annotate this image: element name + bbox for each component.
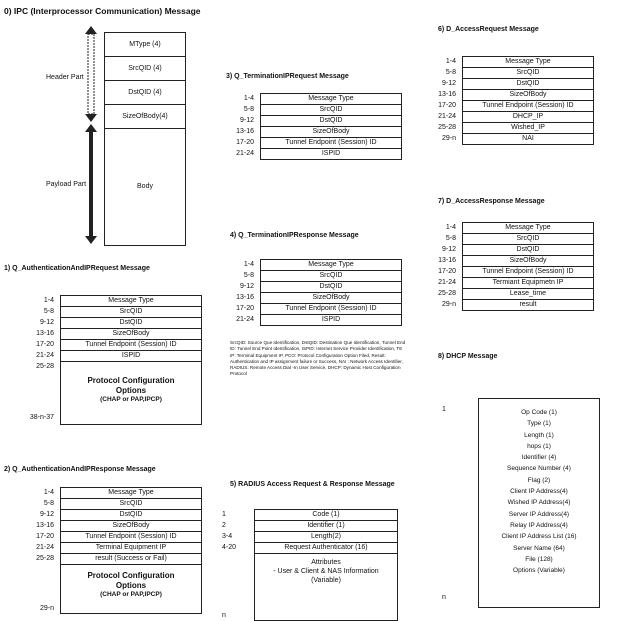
field-cell: result (Success or Fail) [61,554,202,565]
table-row [214,510,398,521]
offset-cell: 5-8 [43,308,54,315]
offset-cell: 13-16 [236,128,254,135]
table-row [4,565,202,614]
offset-cell: 9-12 [39,319,54,326]
field-cell: Message Type [61,488,202,499]
table-row [214,260,402,271]
field-cell: Code (1) [255,510,398,521]
table-row [214,94,402,105]
table-row [214,105,402,116]
table-row [4,521,202,532]
table-row [426,223,594,234]
field-cell: DstQID [463,245,594,256]
table-row [214,532,398,543]
attributes-block [255,554,398,621]
offset-cell: 9-12 [239,117,254,124]
table-row [4,340,202,351]
field-cell: SizeOfBody [61,521,202,532]
offset-cell: 1-4 [243,261,254,268]
table-row [4,554,202,565]
table-row [426,134,594,145]
offset-cell: 5-8 [445,69,456,76]
table-row [4,296,202,307]
table-row [214,116,402,127]
dhcp-field: File (128) [525,555,553,563]
table-row [214,543,398,554]
q-auth-req-title: 1) Q_AuthenticationAndIPRequest Message [4,265,150,272]
field-cell: DstQID [261,116,402,127]
q-auth-resp-table [4,487,202,614]
table-row [214,149,402,160]
offset-cell: 9-12 [39,511,54,518]
dhcp-message-box [478,398,600,608]
field-cell: Identifier (1) [255,521,398,532]
offset-cell: 2 [222,522,226,529]
table-row [426,267,594,278]
offset-cell: 25-28 [438,124,456,131]
dhcp-field: Sequence Number (4) [507,465,571,473]
field-cell: SizeOfBody [261,127,402,138]
offset-cell: 17-20 [236,139,254,146]
payload-part-label: Payload Part [46,181,87,188]
table-row [214,138,402,149]
attr-line1: - User & Client & NAS Information [273,568,379,576]
field-cell: Message Type [61,296,202,307]
table-row [426,90,594,101]
table-row [214,271,402,282]
header-part-label: Header Part [46,74,84,81]
field-cell: SrcQID [261,271,402,282]
table-row [214,304,402,315]
field-cell: SrcQID [463,234,594,245]
q-term-req-title: 3) Q_TerminationIPRequest Message [226,73,349,80]
dhcp-title: 8) DHCP Message [438,353,498,360]
field-cell: Tunnel Endpoint (Session) ID [61,532,202,543]
offset-cell: 9-12 [441,80,456,87]
field-cell: Message Type [261,94,402,105]
table-row [426,101,594,112]
field-cell: Message Type [463,223,594,234]
offset-cell: 1-4 [43,489,54,496]
field-cell: ISPID [61,351,202,362]
dhcp-offset-bottom: n [442,594,446,601]
table-row [4,307,202,318]
ipc-field-srcqid: SrcQID (4) [105,57,185,81]
table-row [214,282,402,293]
offset-cell: 1-4 [445,58,456,65]
offset-cell: 25-28 [36,555,54,562]
payload-arrow [85,124,97,244]
field-cell: Message Type [261,260,402,271]
table-row [426,256,594,267]
field-cell: NAI [463,134,594,145]
field-cell: SrcQID [261,105,402,116]
d-access-req-title: 6) D_AccessRequest Message [438,26,539,33]
offset-cell: 13-16 [438,257,456,264]
offset-cell: 13-16 [36,330,54,337]
field-cell: Lease_time [463,289,594,300]
offset-cell: 9-12 [441,246,456,253]
dhcp-field: Wished IP Address(4) [507,499,571,507]
table-row [214,554,398,621]
table-row [4,499,202,510]
q-auth-req-table [4,295,202,425]
offset-cell: 13-16 [36,522,54,529]
abbreviation-legend: SrcQID: Source Que Identification, DstQID: Destination Que Identification, Tunnel End ID: Tunnel End Point Identification, ISPID: Internet Service Provider Identification, TE IP: Terminal Equipment IP, PCO: Protocol Configuration Option Filed, Result: Authentication and IP assignment failure or Success, NAI : Network Access Identifier, RADIUS: Remote Access Dial -In User Service, DHCP: Dynamic Host Configuration Protocol [230,340,406,377]
table-row [4,510,202,521]
field-cell: Termiant Equipmetn IP [463,278,594,289]
offset-cell: 13-16 [236,294,254,301]
offset-cell: 21-24 [236,150,254,157]
field-cell: Tunnel Endpoint (Session) ID [261,304,402,315]
attr-title: Attributes [311,559,341,566]
field-cell: SrcQID [463,68,594,79]
offset-cell: 21-24 [36,352,54,359]
table-row [426,234,594,245]
table-row [426,112,594,123]
field-cell: Length(2) [255,532,398,543]
table-row [426,300,594,311]
dhcp-field: Length (1) [524,431,554,439]
offset-cell: 3-4 [222,533,233,540]
offset-cell: 21-24 [438,279,456,286]
offset-cell: 17-20 [236,305,254,312]
offset-cell: 29-n [441,301,456,308]
pco-sub: (CHAP or PAP,IPCP) [100,591,162,598]
pco-block [61,362,202,425]
q-term-resp-title: 4) Q_TerminationIPResponse Message [230,232,359,239]
dhcp-field: Identifier (4) [521,454,557,462]
offset-cell: 1-4 [445,224,456,231]
table-row [4,329,202,340]
table-row [4,362,202,425]
table-row [4,532,202,543]
field-cell: DstQID [261,282,402,293]
table-row [426,289,594,300]
ipc-field-mtype: MType (4) [105,33,185,57]
field-cell: result [463,300,594,311]
field-cell: Terminal Equipment IP [61,543,202,554]
field-cell: SizeOfBody [61,329,202,340]
offset-cell: 17-20 [438,268,456,275]
table-row [426,79,594,90]
field-cell: SizeOfBody [261,293,402,304]
table-row [214,127,402,138]
header-payload-arrows [84,26,98,246]
dhcp-field: Server IP Address(4) [508,510,570,518]
offset-cell: 5-8 [243,106,254,113]
dhcp-field: Server Name (64) [513,544,565,552]
offset-cell: 17-20 [36,341,54,348]
table-row [426,245,594,256]
dhcp-field: Op Code (1) [521,409,557,416]
offset-bottom: n [222,611,226,619]
dhcp-field: Relay IP Address(4) [510,521,568,529]
dhcp-field: Client IP Address(4) [510,488,568,496]
pco-block [61,565,202,614]
dhcp-field: Options (Variable) [513,567,565,575]
table-row [4,543,202,554]
ipc-field-sizeofbody: SizeOfBody(4) [105,105,185,129]
offset-cell: 25-28 [438,290,456,297]
table-row [426,278,594,289]
table-row [4,318,202,329]
field-cell: DstQID [463,79,594,90]
offset-cell: 5-8 [445,235,456,242]
offset-bottom: 38-n-37 [29,413,54,421]
field-cell: Message Type [463,57,594,68]
offset-cell: 4-20 [222,544,237,551]
ipc-field-dstqid: DstQID (4) [105,81,185,105]
offset-cell: 29-n [441,135,456,142]
ipc-field-body: Body [137,183,153,190]
header-arrow [85,26,97,122]
offset-cell: 13-16 [438,91,456,98]
q-term-req-table [214,93,402,160]
table-row [214,521,398,532]
field-cell: Tunnel Endpoint (Session) ID [261,138,402,149]
dhcp-field: hops (1) [527,442,551,450]
offset-bottom: 29-n [39,604,54,612]
field-cell: DHCP_IP [463,112,594,123]
table-row [4,351,202,362]
field-cell: Request Authenticator (16) [255,543,398,554]
offset-cell: 17-20 [36,533,54,540]
table-row [214,293,402,304]
dhcp-field: Client IP Address List (16) [501,533,577,541]
field-cell: Wished_IP [463,123,594,134]
q-auth-resp-title: 2) Q_AuthenticationAndIPResponse Message [4,466,156,473]
field-cell: SizeOfBody [463,90,594,101]
pco-sub: (CHAP or PAP,IPCP) [100,396,162,403]
offset-top: 25-28 [36,362,54,370]
offset-cell: 9-12 [239,283,254,290]
table-row [214,315,402,326]
dhcp-offset-top: 1 [442,406,446,413]
field-cell: ISPID [261,149,402,160]
offset-cell: 1 [222,511,226,518]
field-cell: DstQID [61,510,202,521]
table-row [4,488,202,499]
field-cell: Tunnel Endpoint (Session) ID [61,340,202,351]
table-row [426,123,594,134]
field-cell: ISPID [261,315,402,326]
pco-title: Protocol Configuration Options [87,571,175,590]
field-cell: SrcQID [61,499,202,510]
table-row [426,57,594,68]
pco-title: Protocol Configuration Options [87,376,175,395]
dhcp-field: Flag (2) [527,476,551,484]
field-cell: SizeOfBody [463,256,594,267]
radius-title: 5) RADIUS Access Request & Response Message [230,481,395,488]
offset-cell: 21-24 [236,316,254,323]
attr-line2: (Variable) [311,577,341,585]
offset-cell: 5-8 [43,500,54,507]
field-cell: Tunnel Endpoint (Session) ID [463,101,594,112]
dhcp-field: Type (1) [527,420,551,428]
offset-cell: 1-4 [243,95,254,102]
field-cell: SrcQID [61,307,202,318]
field-cell: DstQID [61,318,202,329]
radius-table [214,509,398,621]
d-access-req-table [426,56,594,145]
offset-cell: 21-24 [36,544,54,551]
ipc-title: 0) IPC (Interprocessor Communication) Message [4,6,201,16]
offset-cell: 1-4 [43,297,54,304]
table-row [426,68,594,79]
q-term-resp-table [214,259,402,326]
field-cell: Tunnel Endpoint (Session) ID [463,267,594,278]
d-access-resp-table [426,222,594,311]
offset-cell: 17-20 [438,102,456,109]
d-access-resp-title: 7) D_AccessResponse Message [438,198,545,205]
ipc-message-box [104,32,186,246]
offset-cell: 21-24 [438,113,456,120]
offset-cell: 5-8 [243,272,254,279]
